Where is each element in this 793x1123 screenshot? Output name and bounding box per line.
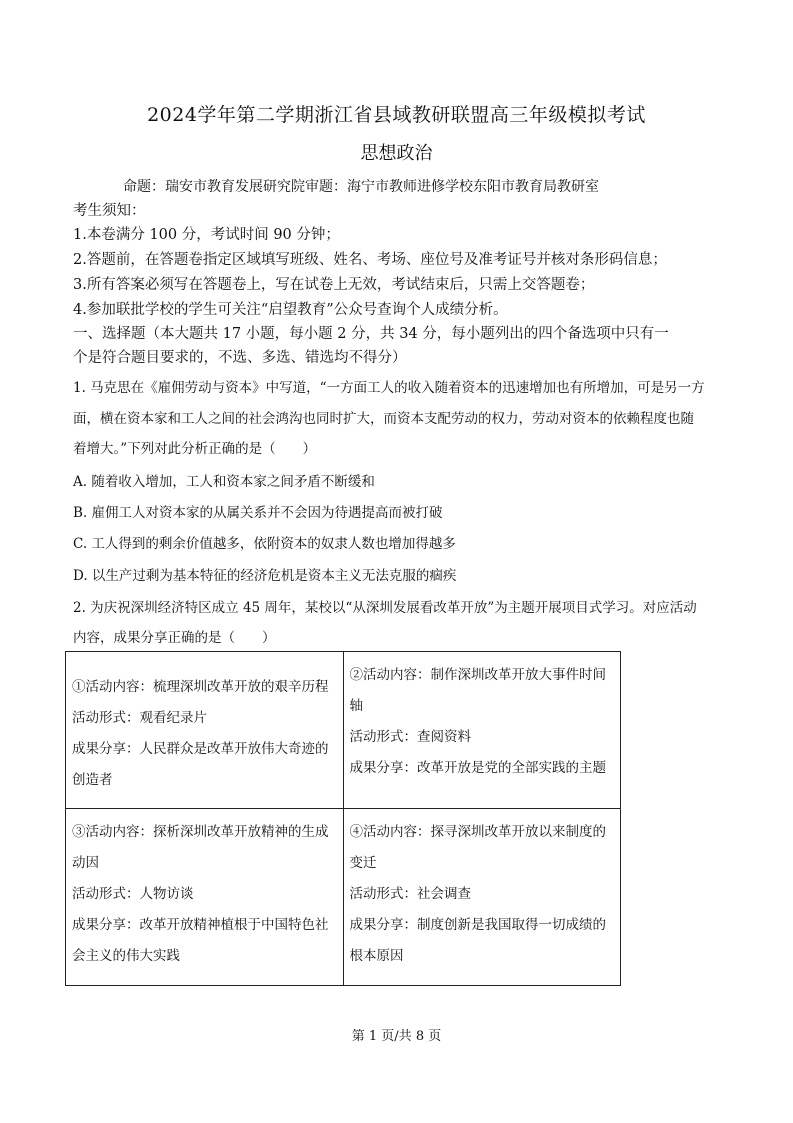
activity-form: 活动形式：社会调查 [349,886,471,903]
question-1-option-a: A. 随着收入增加，工人和资本家之间矛盾不断缓和 [73,474,375,490]
question-1-option-d: D. 以生产过剩为基本特征的经济危机是资本主义无法克服的痼疾 [73,568,457,584]
question-1-option-c: C. 工人得到的剩余价值越多，依附资本的奴隶人数也增加得越多 [73,536,456,552]
activity-content: ④活动内容：探寻深圳改革开放以来制度的变迁 [349,824,606,872]
question-1-line: 面，横在资本家和工人之间的社会鸿沟也同时扩大，而资本支配劳动的权力，劳动对资本的依赖程度也随 [73,411,694,427]
activity-result: 成果分享：制度创新是我国取得一切成绩的根本原因 [349,917,606,965]
authors-line: 命题：瑞安市教育发展研究院审题：海宁市教师进修学校东阳市教育局教研室 [123,179,599,195]
activity-form: 活动形式：观看纪录片 [72,710,207,726]
section-heading-cont: 个是符合题目要求的，不选、多选、错选均不得分） [73,350,407,366]
section-heading: 一、选择题（本大题共 17 小题，每小题 2 分，共 34 分，每小题列出的四个备选项中只有一 [73,326,669,342]
notice-item: 3.所有答案必须写在答题卷上，写在试卷上无效，考试结束后，只需上交答题卷； [73,277,595,293]
notice-item: 1.本卷满分 100 分，考试时间 90 分钟； [73,227,340,243]
activity-table [65,651,621,986]
activity-cell-1 [66,652,344,809]
question-1-line: 着增大。”下列对此分析正确的是（ ） [73,441,317,457]
question-2-line: 2. 为庆祝深圳经济特区成立 45 周年，某校以“从深圳发展看改革开放”为主题开展项目式学习。对应活动 [73,600,697,616]
notice-item: 4.参加联批学校的学生可关注“启望教育”公众号查询个人成绩分析。 [73,302,508,318]
question-1-line: 1. 马克思在《雇佣劳动与资本》中写道，“一方面工人的收入随着资本的迅速增加也有所增加，可是另一方 [73,380,705,396]
activity-cell-2 [343,652,621,809]
question-1-option-b: B. 雇佣工人对资本家的从属关系并不会因为待遇提高而被打破 [73,505,443,521]
activity-form: 活动形式：查阅资料 [349,729,471,745]
question-2-line: 内容，成果分享正确的是（ ） [73,630,276,646]
activity-content: ③活动内容：探析深圳改革开放精神的生成动因 [72,824,329,872]
activity-result: 成果分享：改革开放精神植根于中国特色社会主义的伟大实践 [72,917,329,965]
page-number: 第 1 页/共 8 页 [351,1029,442,1044]
activity-result: 成果分享：人民群众是改革开放伟大奇迹的创造者 [72,741,329,788]
notice-heading: 考生须知： [73,203,146,219]
activity-result: 成果分享：改革开放是党的全部实践的主题 [349,760,606,776]
activity-content: ②活动内容：制作深圳改革开放大事件时间轴 [349,667,606,714]
exam-title: 2024学年第二学期浙江省县域教研联盟高三年级模拟考试 [147,104,646,126]
notice-item: 2.答题前，在答题卷指定区域填写班级、姓名、考场、座位号及准考证号并核对条形码信息； [73,252,667,268]
activity-form: 活动形式：人物访谈 [72,886,194,903]
activity-cell-4 [343,809,621,986]
activity-cell-3 [66,809,344,986]
subject-title: 思想政治 [360,143,433,164]
activity-content: ①活动内容：梳理深圳改革开放的艰辛历程 [72,679,329,695]
